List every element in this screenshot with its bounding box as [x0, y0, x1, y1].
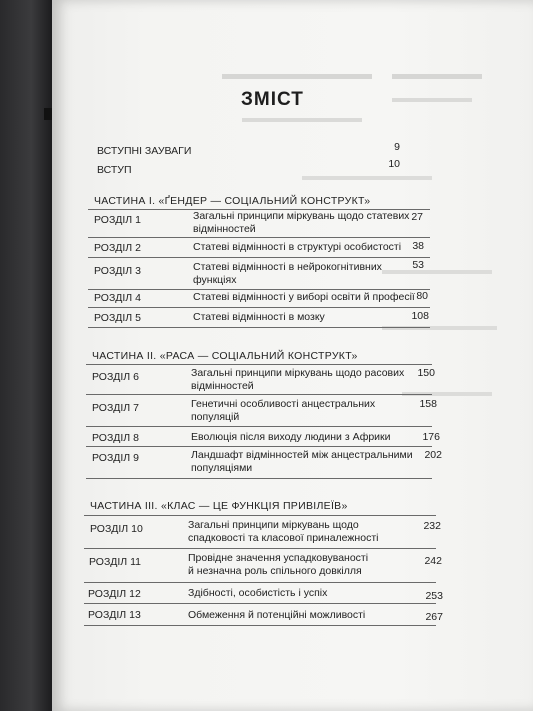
show-through-mark	[242, 118, 362, 122]
chapter-label: РОЗДІЛ 13	[88, 609, 141, 621]
chapter-page: 80	[416, 290, 428, 302]
chapter-page: 150	[417, 367, 435, 379]
chapter-title: Статеві відмінності в структурі особистості	[193, 241, 402, 253]
chapter-title: Обмеження й потенційні можливості	[188, 609, 366, 621]
chapter-label: РОЗДІЛ 1	[94, 214, 141, 226]
part-title: ЧАСТИНА ІІІ. «КЛАС — ЦЕ ФУНКЦІЯ ПРИВІЛЕЇВ»	[90, 500, 348, 512]
chapter-page: 38	[412, 240, 424, 252]
chapter-label: РОЗДІЛ 5	[94, 312, 141, 324]
chapter-title: Статеві відмінності в нейрокогнітивних	[193, 261, 382, 273]
show-through-mark	[222, 74, 372, 79]
chapter-title: відмінностей	[193, 223, 256, 235]
chapter-page: 202	[424, 449, 442, 461]
page-title: ЗМІСТ	[241, 89, 304, 110]
chapter-title: функціях	[193, 274, 237, 286]
toc-entry-page: 10	[388, 158, 400, 170]
chapter-label: РОЗДІЛ 11	[89, 556, 142, 568]
divider	[88, 257, 430, 258]
divider	[84, 515, 436, 516]
chapter-title: Здібності, особистість і успіх	[188, 587, 328, 599]
chapter-title: Статеві відмінності в мозку	[193, 311, 325, 323]
cover-edge-mark	[44, 108, 52, 120]
chapter-label: РОЗДІЛ 12	[88, 588, 141, 600]
divider	[88, 327, 430, 328]
divider	[84, 582, 436, 583]
divider	[86, 394, 432, 395]
chapter-page: 253	[425, 590, 443, 602]
toc-entry-label: ВСТУПНІ ЗАУВАГИ	[97, 145, 192, 157]
divider	[86, 446, 432, 447]
chapter-title: Еволюція після виходу людини з Африки	[191, 431, 391, 443]
chapter-title: популяцій	[191, 411, 240, 423]
chapter-page: 242	[424, 555, 442, 567]
part-title: ЧАСТИНА ІІ. «РАСА — СОЦІАЛЬНИЙ КОНСТРУКТ»	[92, 350, 358, 362]
chapter-title: Загальні принципи міркувань щодо	[188, 519, 359, 531]
show-through-mark	[392, 98, 472, 102]
show-through-mark	[302, 176, 432, 180]
chapter-title: популяціями	[191, 462, 253, 474]
chapter-page: 27	[411, 211, 423, 223]
part-title: ЧАСТИНА І. «ҐЕНДЕР — СОЦІАЛЬНИЙ КОНСТРУКТ»	[94, 195, 371, 207]
show-through-mark	[392, 74, 482, 79]
chapter-page: 108	[411, 310, 429, 322]
chapter-title: відмінностей	[191, 380, 254, 392]
chapter-page: 267	[425, 611, 443, 623]
chapter-label: РОЗДІЛ 3	[94, 265, 141, 277]
chapter-title: Ландшафт відмінностей між анцестральними	[191, 449, 413, 461]
divider	[84, 603, 436, 604]
chapter-title: Статеві відмінності у виборі освіти й професії	[193, 291, 415, 303]
chapter-label: РОЗДІЛ 6	[92, 371, 139, 383]
chapter-title: Загальні принципи міркувань щодо расових	[191, 367, 405, 379]
toc-entry-page: 9	[394, 141, 400, 153]
chapter-page: 158	[419, 398, 437, 410]
chapter-label: РОЗДІЛ 9	[92, 452, 139, 464]
divider	[86, 364, 432, 365]
chapter-label: РОЗДІЛ 4	[94, 292, 141, 304]
chapter-title: й незначна роль спільного довкілля	[188, 565, 362, 577]
chapter-label: РОЗДІЛ 7	[92, 402, 139, 414]
chapter-page: 176	[422, 431, 440, 443]
chapter-title: Провідне значення успадковуваності	[188, 552, 369, 564]
toc-entry-label: ВСТУП	[97, 164, 132, 176]
book-cover-edge	[0, 0, 52, 711]
divider	[88, 237, 430, 238]
chapter-title: спадковості та класової приналежності	[188, 532, 379, 544]
divider	[84, 548, 436, 549]
divider	[88, 307, 430, 308]
chapter-label: РОЗДІЛ 8	[92, 432, 139, 444]
chapter-label: РОЗДІЛ 2	[94, 242, 141, 254]
divider	[86, 478, 432, 479]
divider	[88, 289, 430, 290]
chapter-label: РОЗДІЛ 10	[90, 523, 143, 535]
divider	[84, 625, 436, 626]
divider	[86, 426, 432, 427]
chapter-page: 53	[412, 259, 424, 271]
chapter-page: 232	[423, 520, 441, 532]
chapter-title: Загальні принципи міркувань щодо статевих	[193, 210, 410, 222]
chapter-title: Генетичні особливості анцестральних	[191, 398, 376, 410]
